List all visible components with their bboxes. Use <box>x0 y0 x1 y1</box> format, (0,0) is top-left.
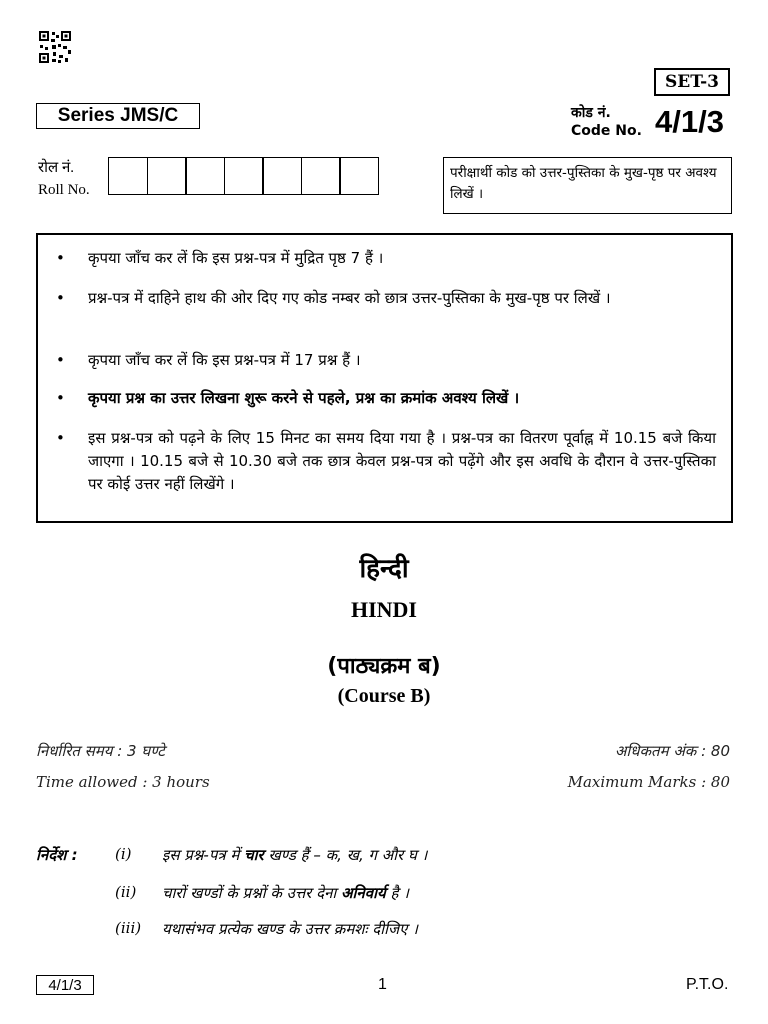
series-label: Series JMS/C <box>36 103 200 129</box>
direction-number: (ii) <box>115 883 137 901</box>
roll-number-boxes[interactable] <box>108 157 379 195</box>
roll-digit-box[interactable] <box>224 157 264 195</box>
direction-item: चारों खण्डों के प्रश्नों के उत्तर देना अनिवार्य है । <box>162 884 409 902</box>
roll-digit-box[interactable] <box>301 157 341 195</box>
subject-title-hindi: हिन्दी <box>359 554 409 584</box>
bullet-icon: • <box>56 429 65 447</box>
direction-number: (iii) <box>115 919 142 937</box>
examinee-code-note: परीक्षार्थी कोड को उत्तर-पुस्तिका के मुख-पृष्ठ पर अवश्य लिखें । <box>443 157 732 214</box>
instruction-item: • कृपया प्रश्न का उत्तर लिखना शुरू करने से पहले, प्रश्न का क्रमांक अवश्य लिखें । <box>56 387 716 410</box>
bullet-icon: • <box>56 249 65 267</box>
roll-label-english: Roll No. <box>38 182 90 198</box>
direction-item: यथासंभव प्रत्येक खण्ड के उत्तर क्रमशः दीजिए । <box>162 920 418 938</box>
time-allowed-hindi: निर्धारित समय : 3 घण्टे <box>36 742 165 760</box>
code-label-english: Code No. <box>571 123 642 139</box>
instructions-box <box>36 233 733 523</box>
roll-label-hindi: रोल नं. <box>38 160 75 176</box>
direction-item: इस प्रश्न-पत्र में चार खण्ड हैं – क, ख, ग और घ । <box>162 846 428 864</box>
roll-digit-box[interactable] <box>108 157 148 195</box>
code-number: 4/1/3 <box>655 104 724 139</box>
time-allowed-english: Time allowed : 3 hours <box>36 773 210 791</box>
course-english: (Course B) <box>337 685 431 707</box>
direction-number: (i) <box>115 845 132 863</box>
qr-code-icon <box>38 30 72 64</box>
pto-label: P.T.O. <box>686 976 729 993</box>
max-marks-hindi: अधिकतम अंक : 80 <box>614 742 730 760</box>
instruction-item: • प्रश्न-पत्र में दाहिने हाथ की ओर दिए गए कोड नम्बर को छात्र उत्तर-पुस्तिका के मुख-पृष्ठ पर लिखें । <box>56 287 716 310</box>
page-number: 1 <box>378 976 387 993</box>
bullet-icon: • <box>56 289 65 307</box>
max-marks-english: Maximum Marks : 80 <box>567 773 730 791</box>
subject-title-english: HINDI <box>350 597 417 622</box>
code-label-hindi: कोड नं. <box>571 105 611 121</box>
roll-label <box>38 157 90 201</box>
instruction-item: • कृपया जाँच कर लें कि इस प्रश्न-पत्र में मुद्रित पृष्ठ 7 हैं । <box>56 247 716 270</box>
course-hindi: (पाठ्यक्रम ब) <box>327 654 441 679</box>
instruction-item: • इस प्रश्न-पत्र को पढ़ने के लिए 15 मिनट का समय दिया गया है । प्रश्न-पत्र का वितरण पूर्वाह्न में 10.15 बजे किया जाएगा । 10.15 बजे से 10.30 बजे तक छात्र केवल प्रश्न-पत्र को पढ़ेंगे और इस अवधि के दौरान वे उत्तर-पुस्तिका पर कोई उत्तर नहीं लिखेंगे । <box>56 427 716 496</box>
bullet-icon: • <box>56 351 65 369</box>
roll-digit-box[interactable] <box>262 157 302 195</box>
directions-label: निर्देश : <box>36 846 78 864</box>
bullet-icon: • <box>56 389 65 407</box>
roll-digit-box[interactable] <box>185 157 225 195</box>
instruction-item: • कृपया जाँच कर लें कि इस प्रश्न-पत्र में 17 प्रश्न हैं । <box>56 349 716 372</box>
roll-digit-box[interactable] <box>339 157 379 195</box>
roll-digit-box[interactable] <box>147 157 187 195</box>
set-badge: SET-3 <box>654 68 730 96</box>
footer-code: 4/1/3 <box>36 975 94 995</box>
code-label <box>571 104 642 140</box>
